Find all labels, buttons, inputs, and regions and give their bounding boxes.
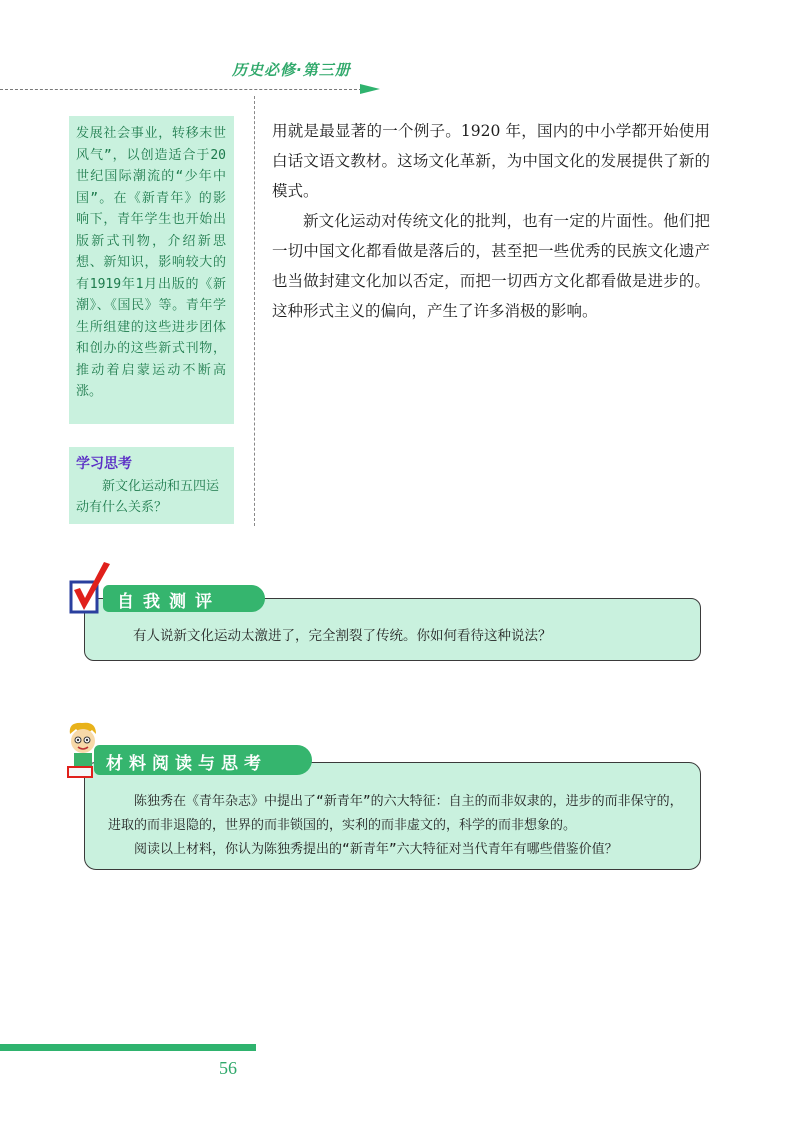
sidebar-note-text: 发展社会事业，转移末世风气”，以创造适合于20世纪国际潮流的“少年中国”。在《新青年》的影响下，青年学生也开始出版新式刊物，介绍新思想、新知识，影响较大的有1919年1月出版的《新潮》、《国民》等。青年学生所组建的这些进步团体和创办的这些新式刊物，推动着启蒙运动不断高涨。 bbox=[76, 126, 226, 399]
reading-paragraph: 阅读以上材料，你认为陈独秀提出的“新青年”六大特征对当代青年有哪些借鉴价值？ bbox=[134, 842, 618, 857]
header-arrow-icon bbox=[360, 84, 380, 94]
study-think-box bbox=[69, 447, 234, 524]
header-dashed-rule bbox=[0, 89, 362, 90]
self-test-question: 有人说新文化运动太激进了，完全割裂了传统。你如何看待这种说法？ bbox=[133, 628, 552, 644]
body-paragraph: 用就是最显著的一个例子。1920 年，国内的中小学都开始使用白话文语文教材。这场文化革新，为中国文化的发展提供了新的模式。 bbox=[272, 122, 710, 200]
reading-label: 材料阅读与思考 bbox=[94, 745, 312, 775]
red-checkmark-icon bbox=[68, 560, 114, 616]
column-divider bbox=[254, 96, 255, 526]
body-paragraph: 新文化运动对传统文化的批判，也有一定的片面性。他们把一切中国文化都看做是落后的，甚至把一些优秀的民族文化遗产也当做封建文化加以否定，而把一切西方文化都看做是进步的。这种形式主义的偏向，产生了许多消极的影响。 bbox=[272, 212, 710, 320]
reading-paragraph: 陈独秀在《青年杂志》中提出了“新青年”的六大特征：自主的而非奴隶的，进步的而非保守的，进取的而非退隐的，世界的而非锁国的，实利的而非虚文的，科学的而非想象的。 bbox=[108, 794, 683, 833]
reading-text bbox=[108, 790, 688, 862]
study-think-title: 学习思考 bbox=[76, 456, 132, 472]
main-body-text bbox=[272, 116, 710, 326]
cartoon-student-icon bbox=[62, 720, 106, 782]
page-number: 56 bbox=[219, 1058, 237, 1078]
study-think-text: 新文化运动和五四运动有什么关系？ bbox=[76, 479, 220, 515]
footer-bar bbox=[0, 1044, 256, 1051]
sidebar-note bbox=[69, 116, 234, 424]
running-header-title: 历史必修·第三册 bbox=[232, 61, 351, 79]
self-test-label: 自我测评 bbox=[103, 585, 265, 612]
